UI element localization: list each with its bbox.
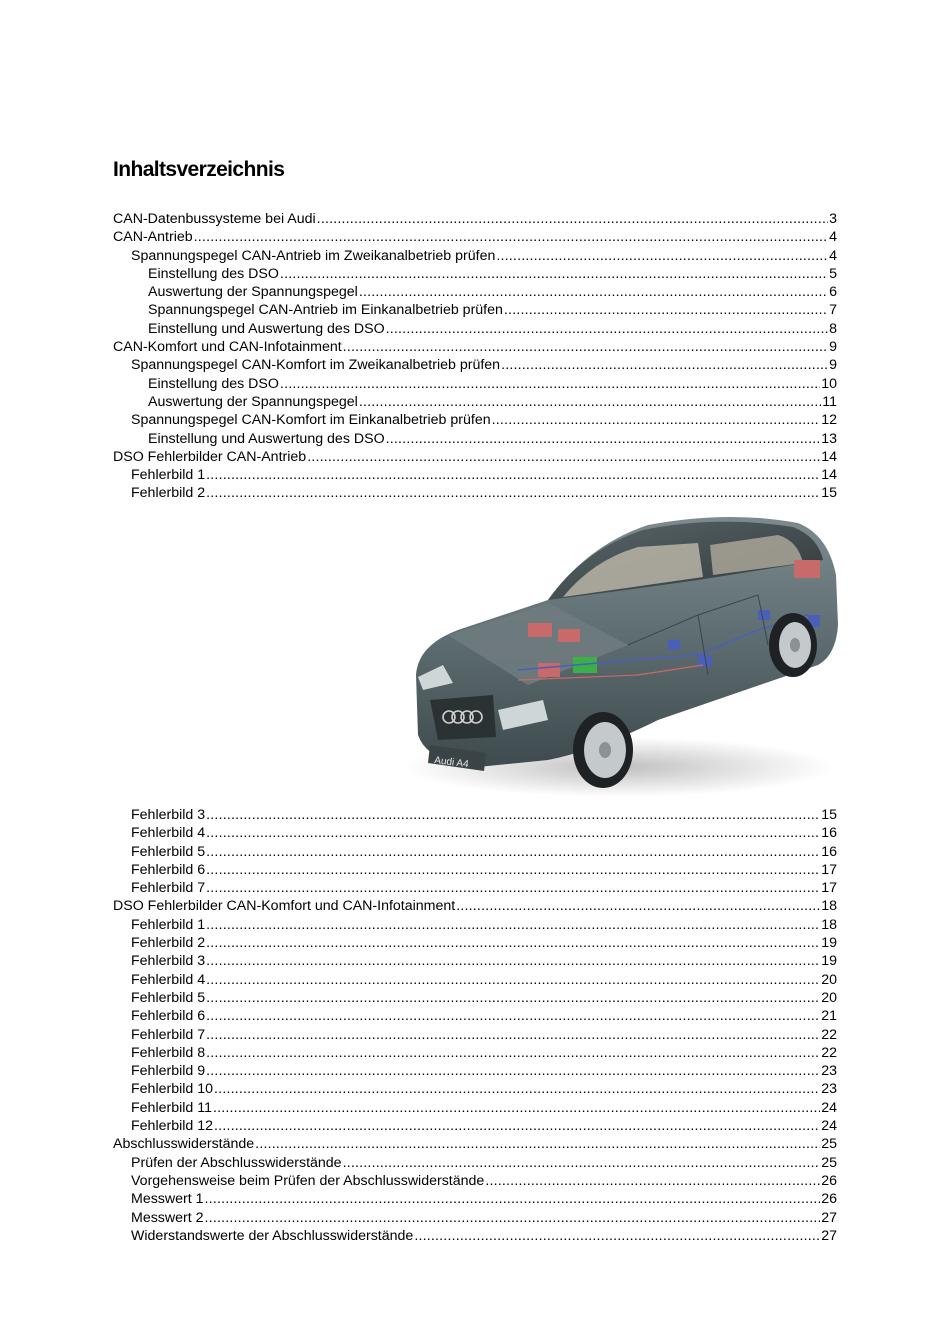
toc-leader-dots xyxy=(386,430,821,448)
toc-leader-dots xyxy=(213,1099,820,1117)
toc-entry[interactable] xyxy=(113,1080,837,1098)
toc-entry-title: Abschlusswiderstände xyxy=(113,1136,255,1153)
toc-leader-dots xyxy=(492,411,821,429)
toc-entry-page: 10 xyxy=(821,375,837,392)
toc-entry-title: Fehlerbild 8 xyxy=(131,1044,206,1061)
toc-entry[interactable] xyxy=(113,916,837,934)
toc-entry-page: 15 xyxy=(821,485,837,502)
toc-entry-title: Einstellung des DSO xyxy=(148,265,279,282)
toc-entry-page: 26 xyxy=(821,1172,837,1189)
toc-list-top xyxy=(113,210,837,503)
toc-entry[interactable] xyxy=(113,1172,837,1190)
toc-leader-dots xyxy=(280,375,820,393)
toc-entry[interactable] xyxy=(113,824,837,842)
toc-entry-title: Fehlerbild 10 xyxy=(131,1081,214,1098)
toc-leader-dots xyxy=(504,301,828,319)
toc-entry-page: 27 xyxy=(821,1209,837,1226)
toc-leader-dots xyxy=(386,320,829,338)
toc-leader-dots xyxy=(205,1190,821,1208)
toc-leader-dots xyxy=(317,210,828,228)
toc-entry-title: Fehlerbild 7 xyxy=(131,880,206,897)
toc-entry-title: CAN-Komfort und CAN-Infotainment xyxy=(113,339,342,356)
toc-leader-dots xyxy=(194,228,828,246)
toc-leader-dots xyxy=(206,806,820,824)
toc-entry-title: Spannungspegel CAN-Komfort im Einkanalbetrieb prüfen xyxy=(131,412,491,429)
toc-entry-title: Einstellung und Auswertung des DSO xyxy=(148,320,385,337)
toc-leader-dots xyxy=(206,1062,820,1080)
toc-entry-page: 12 xyxy=(821,412,837,429)
toc-entry[interactable] xyxy=(113,879,837,897)
toc-entry-page: 25 xyxy=(821,1136,837,1153)
toc-leader-dots xyxy=(206,989,820,1007)
car-illustration-icon xyxy=(398,505,844,800)
toc-leader-dots xyxy=(214,1117,820,1135)
toc-leader-dots xyxy=(414,1227,820,1245)
toc-entry-title: Auswertung der Spannungspegel xyxy=(148,284,358,301)
toc-entry-page: 23 xyxy=(821,1063,837,1080)
toc-entry[interactable] xyxy=(113,1135,837,1153)
toc-entry-title: Fehlerbild 2 xyxy=(131,935,206,952)
toc-entry-page: 19 xyxy=(821,953,837,970)
toc-entry-title: Widerstandswerte der Abschlusswiderstände xyxy=(131,1227,414,1244)
toc-entry-page: 21 xyxy=(821,1008,837,1025)
toc-entry-page: 27 xyxy=(821,1227,837,1244)
toc-entry-page: 7 xyxy=(829,302,837,319)
toc-entry[interactable] xyxy=(113,320,837,338)
toc-entry-page: 6 xyxy=(829,284,837,301)
toc-entry-page: 16 xyxy=(821,825,837,842)
toc-entry-page: 20 xyxy=(821,989,837,1006)
toc-entry-page: 4 xyxy=(829,247,837,264)
toc-leader-dots xyxy=(359,283,828,301)
toc-entry-page: 19 xyxy=(821,935,837,952)
toc-entry-page: 3 xyxy=(829,211,837,227)
toc-entry-title: CAN-Datenbussysteme bei Audi xyxy=(113,211,316,227)
toc-entry-page: 25 xyxy=(821,1154,837,1171)
toc-entry-page: 24 xyxy=(821,1099,837,1116)
toc-leader-dots xyxy=(359,393,821,411)
toc-entry-title: Prüfen der Abschlusswiderstände xyxy=(131,1154,342,1171)
toc-entry-page: 18 xyxy=(821,898,837,915)
toc-entry[interactable] xyxy=(113,861,837,879)
toc-entry-page: 11 xyxy=(822,393,837,410)
toc-entry-title: Fehlerbild 3 xyxy=(131,953,206,970)
toc-list-bottom xyxy=(113,806,837,1245)
toc-entry[interactable] xyxy=(113,411,837,429)
toc-leader-dots xyxy=(206,934,820,952)
toc-entry[interactable] xyxy=(113,484,837,502)
toc-entry[interactable] xyxy=(113,1026,837,1044)
toc-leader-dots xyxy=(501,356,828,374)
toc-leader-dots xyxy=(485,1172,820,1190)
toc-entry-page: 8 xyxy=(829,320,837,337)
toc-entry-page: 22 xyxy=(821,1026,837,1043)
toc-entry-title: Einstellung des DSO xyxy=(148,375,279,392)
toc-entry-title: Spannungspegel CAN-Antrieb im Zweikanalbetrieb prüfen xyxy=(131,247,496,264)
toc-entry-title: Fehlerbild 5 xyxy=(131,843,206,860)
toc-entry-title: Fehlerbild 3 xyxy=(131,807,206,823)
toc-leader-dots xyxy=(214,1080,820,1098)
toc-entry-page: 9 xyxy=(829,357,837,374)
toc-entry-title: DSO Fehlerbilder CAN-Komfort und CAN-Infotainment xyxy=(113,898,456,915)
toc-leader-dots xyxy=(496,247,828,265)
toc-entry[interactable] xyxy=(113,430,837,448)
toc-entry-title: Spannungspegel CAN-Komfort im Zweikanalbetrieb prüfen xyxy=(131,357,501,374)
toc-entry-page: 20 xyxy=(821,971,837,988)
toc-entry-page: 17 xyxy=(821,880,837,897)
toc-entry-page: 13 xyxy=(821,430,837,447)
toc-leader-dots xyxy=(343,338,828,356)
toc-entry-title: Fehlerbild 11 xyxy=(131,1099,212,1116)
toc-entry-page: 14 xyxy=(821,448,837,465)
toc-entry[interactable] xyxy=(113,971,837,989)
toc-entry[interactable] xyxy=(113,1190,837,1208)
toc-leader-dots xyxy=(205,1209,821,1227)
page-title: Inhaltsverzeichnis xyxy=(113,158,285,181)
toc-entry[interactable] xyxy=(113,356,837,374)
toc-entry[interactable] xyxy=(113,393,837,411)
toc-entry[interactable] xyxy=(113,301,837,319)
toc-leader-dots xyxy=(206,916,820,934)
toc-entry[interactable] xyxy=(113,228,837,246)
toc-entry-title: Fehlerbild 9 xyxy=(131,1063,206,1080)
toc-entry[interactable] xyxy=(113,1227,837,1245)
toc-entry[interactable] xyxy=(113,448,837,466)
toc-leader-dots xyxy=(206,971,820,989)
toc-leader-dots xyxy=(456,897,820,915)
toc-entry-title: DSO Fehlerbilder CAN-Antrieb xyxy=(113,448,307,465)
toc-entry[interactable] xyxy=(113,1117,837,1135)
toc-entry-title: Messwert 1 xyxy=(131,1191,204,1208)
toc-entry[interactable] xyxy=(113,247,837,265)
toc-entry[interactable] xyxy=(113,806,837,824)
toc-leader-dots xyxy=(206,861,820,879)
toc-entry-page: 17 xyxy=(821,861,837,878)
toc-entry-title: Fehlerbild 4 xyxy=(131,971,206,988)
toc-entry-title: Fehlerbild 5 xyxy=(131,989,206,1006)
toc-entry-title: Spannungspegel CAN-Antrieb im Einkanalbetrieb prüfen xyxy=(148,302,503,319)
toc-entry[interactable] xyxy=(113,934,837,952)
toc-leader-dots xyxy=(206,1044,820,1062)
toc-entry[interactable] xyxy=(113,1154,837,1172)
toc-leader-dots xyxy=(206,843,820,861)
toc-entry-title: Fehlerbild 2 xyxy=(131,485,206,502)
toc-entry-page: 22 xyxy=(821,1044,837,1061)
toc-entry-page: 14 xyxy=(821,467,837,484)
toc-leader-dots xyxy=(280,265,828,283)
toc-entry-title: Fehlerbild 1 xyxy=(131,467,206,484)
toc-entry[interactable] xyxy=(113,1062,837,1080)
toc-leader-dots xyxy=(206,879,820,897)
toc-entry-page: 16 xyxy=(821,843,837,860)
plate-text: Audi A4 xyxy=(433,755,470,771)
toc-entry-page: 24 xyxy=(821,1118,837,1135)
toc-entry-page: 15 xyxy=(821,807,837,823)
toc-entry-title: Fehlerbild 4 xyxy=(131,825,206,842)
toc-entry[interactable] xyxy=(113,952,837,970)
toc-entry-title: Messwert 2 xyxy=(131,1209,204,1226)
toc-leader-dots xyxy=(206,466,820,484)
toc-entry[interactable] xyxy=(113,338,837,356)
toc-entry-page: 23 xyxy=(821,1081,837,1098)
toc-entry[interactable] xyxy=(113,1099,837,1117)
toc-entry[interactable] xyxy=(113,843,837,861)
toc-entry-title: Fehlerbild 6 xyxy=(131,861,206,878)
toc-entry-title: Auswertung der Spannungspegel xyxy=(148,393,358,410)
toc-leader-dots xyxy=(307,448,820,466)
toc-entry[interactable] xyxy=(113,466,837,484)
toc-entry[interactable] xyxy=(113,283,837,301)
toc-entry[interactable] xyxy=(113,265,837,283)
toc-leader-dots xyxy=(206,484,820,502)
toc-entry-page: 18 xyxy=(821,916,837,933)
toc-entry[interactable] xyxy=(113,375,837,393)
toc-entry-title: Fehlerbild 1 xyxy=(131,916,206,933)
toc-entry[interactable] xyxy=(113,897,837,915)
toc-entry[interactable] xyxy=(113,1044,837,1062)
toc-entry[interactable] xyxy=(113,1007,837,1025)
toc-entry[interactable] xyxy=(113,989,837,1007)
toc-leader-dots xyxy=(206,1026,820,1044)
toc-entry-title: Fehlerbild 12 xyxy=(131,1118,214,1135)
toc-leader-dots xyxy=(206,824,820,842)
toc-leader-dots xyxy=(343,1154,821,1172)
toc-entry[interactable] xyxy=(113,1209,837,1227)
toc-leader-dots xyxy=(255,1135,820,1153)
toc-entry-page: 26 xyxy=(821,1191,837,1208)
toc-leader-dots xyxy=(206,952,820,970)
toc-entry-page: 4 xyxy=(829,229,837,246)
toc-entry-title: CAN-Antrieb xyxy=(113,229,193,246)
toc-entry-title: Fehlerbild 6 xyxy=(131,1008,206,1025)
toc-entry-title: Fehlerbild 7 xyxy=(131,1026,206,1043)
toc-entry-page: 9 xyxy=(829,339,837,356)
toc-entry-title: Einstellung und Auswertung des DSO xyxy=(148,430,385,447)
toc-entry-page: 5 xyxy=(829,265,837,282)
toc-entry[interactable] xyxy=(113,210,837,228)
toc-leader-dots xyxy=(206,1007,820,1025)
toc-entry-title: Vorgehensweise beim Prüfen der Abschlusswiderstände xyxy=(131,1172,485,1189)
